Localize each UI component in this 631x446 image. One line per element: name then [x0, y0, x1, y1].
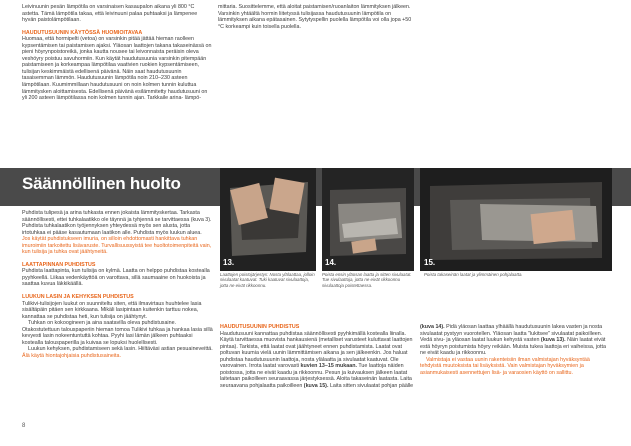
kehys-text: Luukun kehyksen, puhdistamiseen sekä lasin. Hiiltäväsi astian pesuaineveittä. [28, 346, 213, 353]
intro-paragraph: Leivinuunin pesän lämpötila on varsinaisen kasaupalon aikana yli 800 °C astetta. Tämä lämpötila takaa, että leivinuuni palaa puhtaaksi ja lämpenee hyvän paistolämpötilaan. [22, 4, 198, 24]
section-title: Säännöllinen huolto [22, 174, 181, 193]
right-text-1: Pidä yläosan laattaa ylhäällä haudutusuunin lakea vasten ja nosta sivulaatat pystyyn vuorotellen. Yläosan laatta "lukitsee" sivulaatat paikoilleen. Vedä sivu- ja yläosan laatat luukun kehystä vasten [420, 324, 603, 344]
photo-15 [420, 168, 612, 271]
photo-13 [220, 168, 316, 271]
section-heading-haudutusuuni: HAUDUTUSUUNIN KÄYTÖSSÄ HUOMIOITAVAA [22, 29, 143, 36]
photo-14-caption: Poista ensin yläosan laatta ja sitten sivulaatat. Tue sivulaattoja, jotta ne eivät rikkoonnu sivulaattoja poistettaessa. [322, 272, 412, 288]
middle-column [220, 324, 414, 389]
heading-luukun-lasi: LUUKUN LASIN JA KEHYKSEN PUHDISTUS [22, 294, 134, 301]
kehys-paragraph [22, 346, 214, 359]
right-column [420, 324, 612, 376]
photo-15-caption: Poista takaseinän laatat ja ylimmäinen pohjalaatta. [424, 272, 523, 277]
heading-laattapinta: LAATTAPINNAN PUHDISTUS [22, 261, 96, 268]
vacuum-warning-paragraph: Jos käytät puhdistukseen imuria, on silloin ehdottomasti hankittava tuhkan imuroimiin tarkoitettu lisävaruste. Turvallisuussyistä tee huoltotoimenpiteitä vain, kun tulisija ja tuhka ovat jäähtyneitä. [22, 236, 212, 256]
haudutusuuni-paragraph: Huomaa, että hormipelti (vetoa) on varsinkin pitää jättää hieman raolleen kypsentämisen tai paistamisen ajaksi. Yläosan laattojen takana takaseinässä on pieni höyrynpoistoreikä, jonka kautta nousee tai leivonnaista peräisin oleva veshöyry poistuu savuhormiin. Kun käytät haudutusuunia varsinkin pitempään paistamiseen ja korkeampaa lämpötilaa vaativien ruokien kypsentämiseen, tulisijan keskimmäistä edellisenä päivänä. Näin saat haudutusuunin tasaisemman lämmön. Haudutusuunin lämpötila noin 210–230 asteen lämpötilaan. Kuumimmillaan haudutusuuni on noin kolmen tunnin kuluttua lämmitysken aloittamisesta. Edellisenä päivänä esilämmitetty haudutusuuni on yli 200 asteen lämpötilassa noin kolmen tunnin ajan. Tarkkaile arina- lämpö- [22, 36, 212, 102]
puhdistus-text-3: Laita sitten sivulaatat pohjan päälle [329, 382, 414, 389]
top-right-column [218, 4, 416, 30]
oven-laatat-photo-icon [322, 168, 414, 271]
right-paragraph [420, 324, 612, 357]
top-right-paragraph: mittaria. Suosittelemme, että aloitat paistamisen/ruoanlaiton lämmityksen jälkeen. Varsinkin yhtäältä hormin liitetyssä tulisijassa haudutusuunin lämpötila on lämmityksen aikana epätasainen. Sytytyspellin puolella lämpötila voi olla jopa +50 °C korkeampi kuin toisella puolella. [218, 4, 412, 30]
puhdistus-text-1: Haudutusuuni kannattaa puhdistaa säännöllisesti pyyhkimällä kostealla liinalla. Käytä tarvittaessa muovista hankausienä (metalliset varusteet kuluttavat laattojen pintaa). Tarkista, että laatat ovat jäähtyneet ennen puhdistamista. Laatat ovat poltuvan kuumia vielä uunin lämmittämisen aikana ja sen jälkeenkin. Jos haluat puhdistaa haudutusuunin laattoja, nosta ylälaatta ja sivulaatat kaatuvat. Ole varovainen. Irrota laatat varovasti [220, 330, 413, 370]
manufacturer-warning: Valmistaja ei vastaa uunin rakenteisiin ilman valmistajan hyväksyntää tehdyistä muutoksista tai lisäyksistä. Vain valmistajan hyväksymien ja asianmukaisesti asennettujen lisä- ja varaosien käyttö on sallittu. [420, 356, 590, 376]
page-number: 8 [22, 423, 26, 429]
abrasive-warning: Älä käytä hiontajohjaisia puhdistusaineita. [22, 352, 121, 359]
photo-15-number: 15. [424, 258, 436, 267]
photo-14 [322, 168, 414, 271]
maintenance-paragraph: Puhdista tulipesä ja arina tuhkasta ennen jokaista lämmityskertaa. Tarkasta säännöllisesti, ettei tuhkalaatikko ole täynnä ja tyhjennä se tarvittaessa (kuva 3). Puhdista tuhkalaatikon työjennyksen yhteydessä myös sen alusta, jotta irtotuhkaa ei pääse kasautumaan laatikon alle. Puhdista myös luukun aluea. [22, 210, 212, 236]
right-figure-ref-1: (kuva 14). [420, 324, 445, 330]
photo-13-number: 13. [223, 258, 235, 267]
haudutusuunin-puhdistus-paragraph [220, 331, 414, 390]
oven-laatat-photo-icon [220, 168, 316, 271]
puhdistus-figure-ref-1: kuvien 13–15 mukaan. [300, 363, 357, 370]
puhdistus-text-2: Tue laattoja näiden poistossa, jotta ne eivät kaadu ja rikkoonnu. Pesun ja kuivauksen jälkeen laatat laitetaan paikoilleen seuraavassa järjestyksessä. Aloita takaseinän laatasta. Laita seuraavana pohjalaatta paikoilleen [220, 363, 412, 389]
luukun-lasi-paragraph: Tulikivi-tulisijojen luukut on suunniteltu siten, että ilmavirtaus huuhtelee lasia sisältäpäin pitäen sen kirkkaana. Mikäli lasipintaan kuitenkin tarttuu nokea, kannattaa se puhdistaa heti, kun tulisija on jäähtynyt. [22, 300, 202, 320]
heading-haudutusuunin-puhdistus: HAUDUTUSUUNIN PUHDISTUS [220, 324, 300, 330]
photo-14-number: 14. [325, 258, 337, 267]
oven-laatat-photo-icon [420, 168, 612, 271]
right-figure-ref-2: (kuva 13). [540, 337, 566, 344]
photo-13-caption: Laattojen poistojärjestys: Nosta ylälaattaa, jolloin sivulaatat kaatuvat. Tuki kaatuvat sivulaattoja, jotta ne eivät rikkoonnu. [220, 272, 315, 288]
laattapinta-paragraph: Puhdista laattapinta, kun tulisija on kylmä. Laatta on helppo puhdistaa kostealla pyyhkeellä. Liikaa vedenkäyttöä on varottava, sillä saumaaine on huokoista ja saattaa kuvua läkkikäällä. [22, 268, 210, 288]
right-text-2: Näin laatat eivät estä höyryn poistumista höyry reikään. Muista tukea laattoja eri vaiheissa, jotta ne eivät kaadu ja rikkoonnu. [420, 337, 606, 357]
tuhka-cleaning-paragraph: Tuhkan on kokoogineen ja aina saatavilla oleva puhdistusaine. Otakostutettuun talouspaperiin hieman tomoa Tulikivi tuhkaa ja hankaa lasia sillä kevyesti lasin nokeentuntuttä kohtaa. Pyyhi lasi lämän jälkeen puhtaaksi kostealla talouspaperilla ja kuivaa se lopuksi huolellisesti. [22, 320, 213, 346]
left-column [22, 210, 214, 359]
puhdistus-figure-ref-2: (kuva 15). [303, 382, 329, 389]
top-left-column [22, 4, 212, 102]
